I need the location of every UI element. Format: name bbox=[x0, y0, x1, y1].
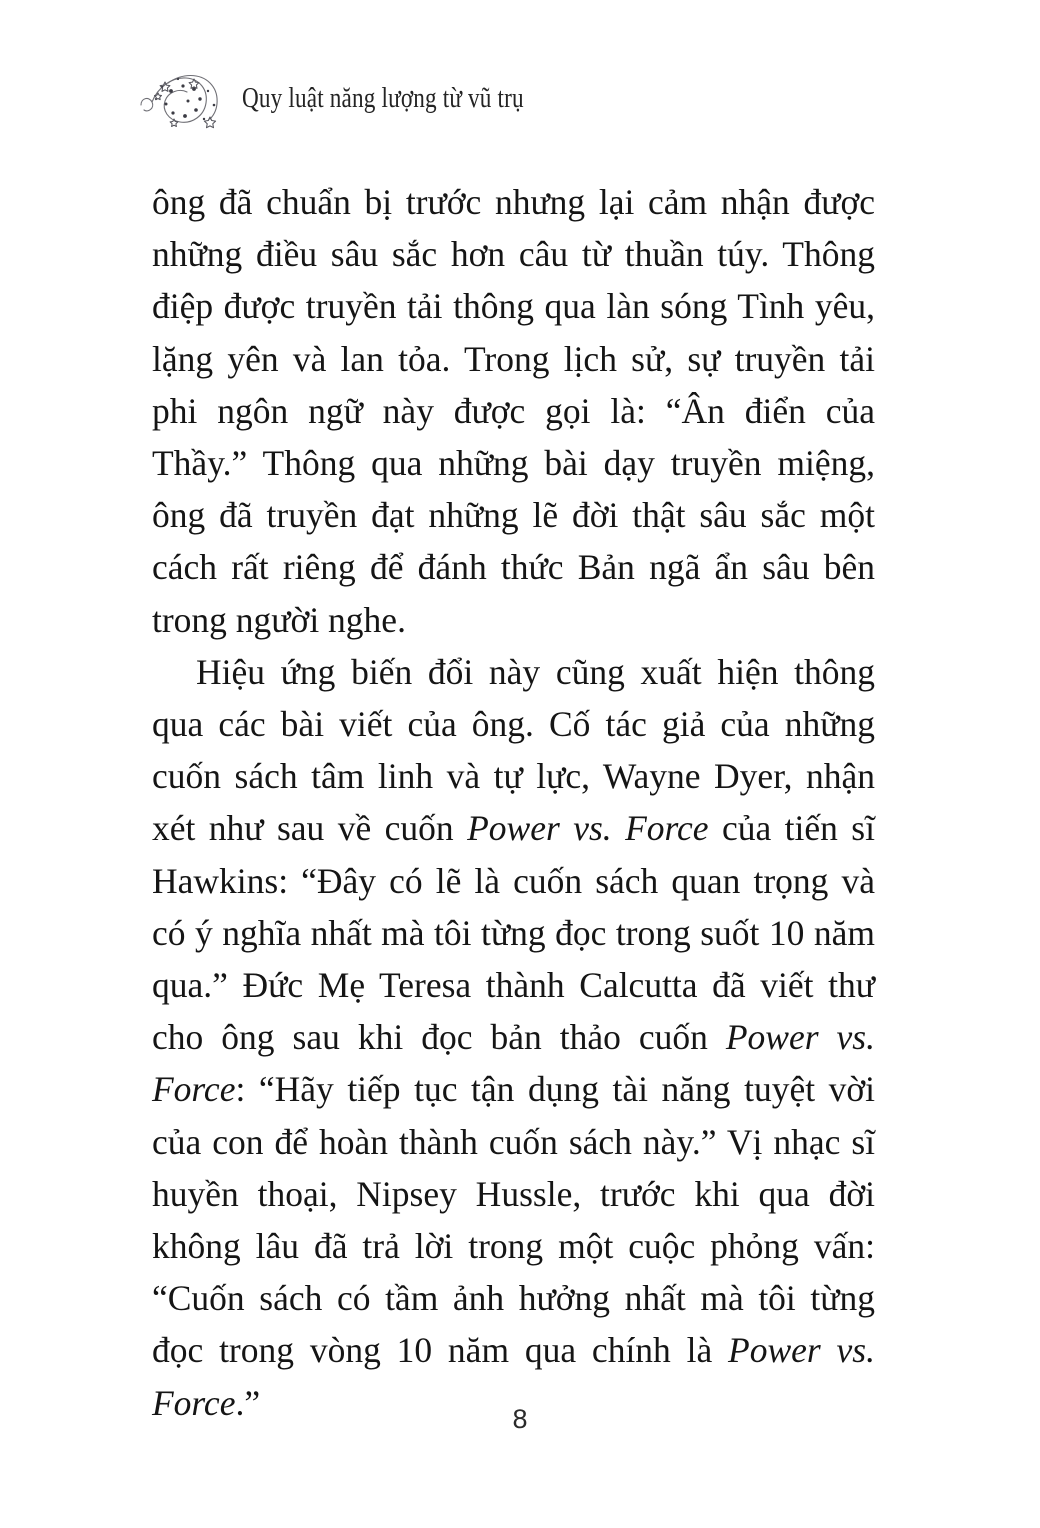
body-text-run: ông đã chuẩn bị trước nhưng lại cảm nhận được những điều sâu sắc hơn câu từ thuần túy. Thông điệp được truyền tải thông qua làn sóng Tình yêu, lặng yên và lan tỏa. Trong lịch sử, sự truyền tải phi ngôn ngữ này được gọi là: “Ân điển của Thầy.” Thông qua những bài dạy truyền miệng, ông đã truyền đạt những lẽ đời thật sâu sắc một cách rất riêng để đánh thức Bản ngã ẩn sâu bên trong người nghe. bbox=[152, 182, 875, 640]
body-paragraph bbox=[152, 646, 875, 1429]
body-text-run: .” bbox=[235, 1382, 261, 1423]
body-text-run: của tiến sĩ Hawkins: “Đây có lẽ là cuốn sách quan trọng và có ý nghĩa nhất mà tôi từng đọc trong suốt 10 năm qua.” Đức Mẹ Teresa thành Calcutta đã viết thư cho ông sau khi đọc bản thảo cuốn bbox=[152, 808, 875, 1058]
running-head-title: Quy luật năng lượng từ vũ trụ bbox=[242, 81, 524, 114]
running-head bbox=[138, 58, 898, 138]
book-title-italic: Power vs. Force bbox=[467, 808, 709, 849]
page-number: 8 bbox=[512, 1404, 528, 1434]
body-text-run: Hiệu ứng biến đổi này cũng xuất hiện thông qua các bài viết của ông. Cố tác giả của những cuốn sách tâm linh và tự lực, Wayne Dyer, nhận xét như sau về cuốn bbox=[152, 651, 875, 849]
book-title-italic: Power vs. Force bbox=[152, 1330, 875, 1423]
body-text-block bbox=[152, 176, 875, 1429]
body-paragraph bbox=[152, 176, 875, 646]
book-title-italic: Power vs. Force bbox=[152, 1017, 875, 1110]
star-swirl-ornament-icon bbox=[138, 61, 230, 135]
body-text-run: : “Hãy tiếp tục tận dụng tài năng tuyệt vời của con để hoàn thành cuốn sách này.” Vị nhạc sĩ huyền thoại, Nipsey Hussle, trước khi qua đời không lâu đã trả lời trong một cuộc phỏng vấn: “Cuốn sách có tầm ảnh hưởng nhất mà tôi từng đọc trong vòng 10 năm qua chính là bbox=[152, 1069, 875, 1371]
